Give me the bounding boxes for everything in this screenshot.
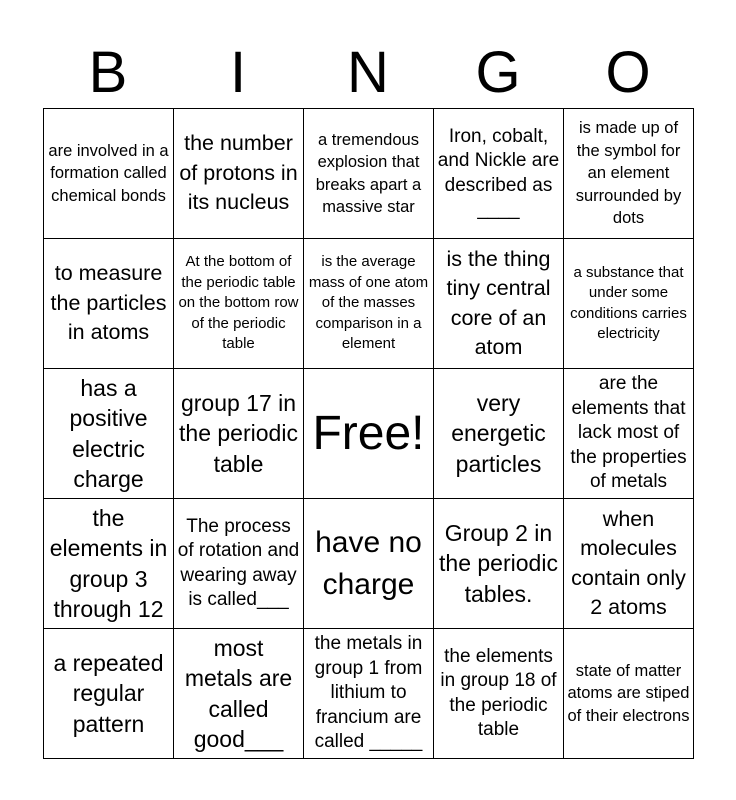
bingo-cell[interactable]	[44, 629, 174, 759]
cell-text: are the elements that lack most of the properties of metals	[570, 373, 687, 493]
bingo-cell[interactable]	[304, 499, 434, 629]
bingo-board	[43, 108, 694, 759]
bingo-cell[interactable]	[174, 369, 304, 499]
free-space[interactable]	[304, 369, 434, 499]
cell-text: most metals are called good___	[184, 634, 293, 752]
bingo-cell[interactable]	[434, 369, 564, 499]
cell-text: Iron, cobalt, and Nickle are described as ____	[437, 125, 560, 220]
cell-text: are involved in a formation called chemical bonds	[48, 141, 169, 205]
bingo-cell[interactable]	[564, 239, 694, 369]
header-letter-o: O	[605, 40, 651, 105]
bingo-cell[interactable]	[564, 369, 694, 499]
cell-text: state of matter atoms are stiped of their electrons	[567, 661, 690, 725]
bingo-cell[interactable]	[44, 109, 174, 239]
header-letter-i: I	[229, 40, 247, 105]
bingo-cell[interactable]	[434, 109, 564, 239]
bingo-cell[interactable]	[174, 239, 304, 369]
bingo-cell[interactable]	[564, 109, 694, 239]
bingo-cell[interactable]	[564, 629, 694, 759]
cell-text: very energetic particles	[451, 389, 546, 477]
cell-text: the number of protons in its nucleus	[179, 131, 298, 215]
cell-text: has a positive electric charge	[69, 374, 148, 492]
bingo-cell[interactable]	[304, 109, 434, 239]
bingo-cell[interactable]	[434, 239, 564, 369]
header-letter-n: N	[347, 40, 389, 105]
bingo-cell[interactable]	[304, 629, 434, 759]
bingo-cell[interactable]	[174, 629, 304, 759]
header-letter-b: B	[88, 40, 128, 105]
cell-text: have no charge	[315, 525, 422, 601]
cell-text: the elements in group 3 through 12	[49, 504, 168, 622]
cell-text: a repeated regular pattern	[53, 649, 164, 737]
bingo-cell[interactable]	[174, 499, 304, 629]
cell-text: Group 2 in the periodic tables.	[439, 519, 558, 607]
cell-text: is the thing tiny central core of an atom	[446, 246, 551, 359]
cell-text: is the average mass of one atom of the masses comparison in a element	[308, 253, 429, 353]
bingo-cell[interactable]	[434, 629, 564, 759]
free-space-text: Free!	[312, 406, 425, 460]
cell-text: a tremendous explosion that breaks apart a massive star	[315, 130, 422, 216]
cell-text: a substance that under some conditions carries electricity	[570, 263, 687, 342]
bingo-cell[interactable]	[44, 369, 174, 499]
bingo-cell[interactable]	[434, 499, 564, 629]
cell-text: At the bottom of the periodic table on the bottom row of the periodic table	[178, 253, 299, 353]
bingo-cell[interactable]	[44, 239, 174, 369]
bingo-cell[interactable]	[174, 109, 304, 239]
bingo-header	[43, 38, 693, 108]
bingo-cell[interactable]	[44, 499, 174, 629]
bingo-cell[interactable]	[564, 499, 694, 629]
cell-text: the metals in group 1 from lithium to francium are called _____	[314, 633, 423, 753]
cell-text: group 17 in the periodic table	[179, 389, 298, 477]
bingo-cell[interactable]	[304, 239, 434, 369]
cell-text: the elements in group 18 of the periodic table	[440, 645, 557, 740]
cell-text: to measure the particles in atoms	[50, 261, 167, 345]
cell-text: The process of rotation and wearing away is called___	[177, 515, 300, 610]
cell-text: is made up of the symbol for an element surrounded by dots	[575, 119, 682, 228]
header-letter-g: G	[475, 40, 521, 105]
cell-text: when molecules contain only 2 atoms	[571, 506, 686, 619]
